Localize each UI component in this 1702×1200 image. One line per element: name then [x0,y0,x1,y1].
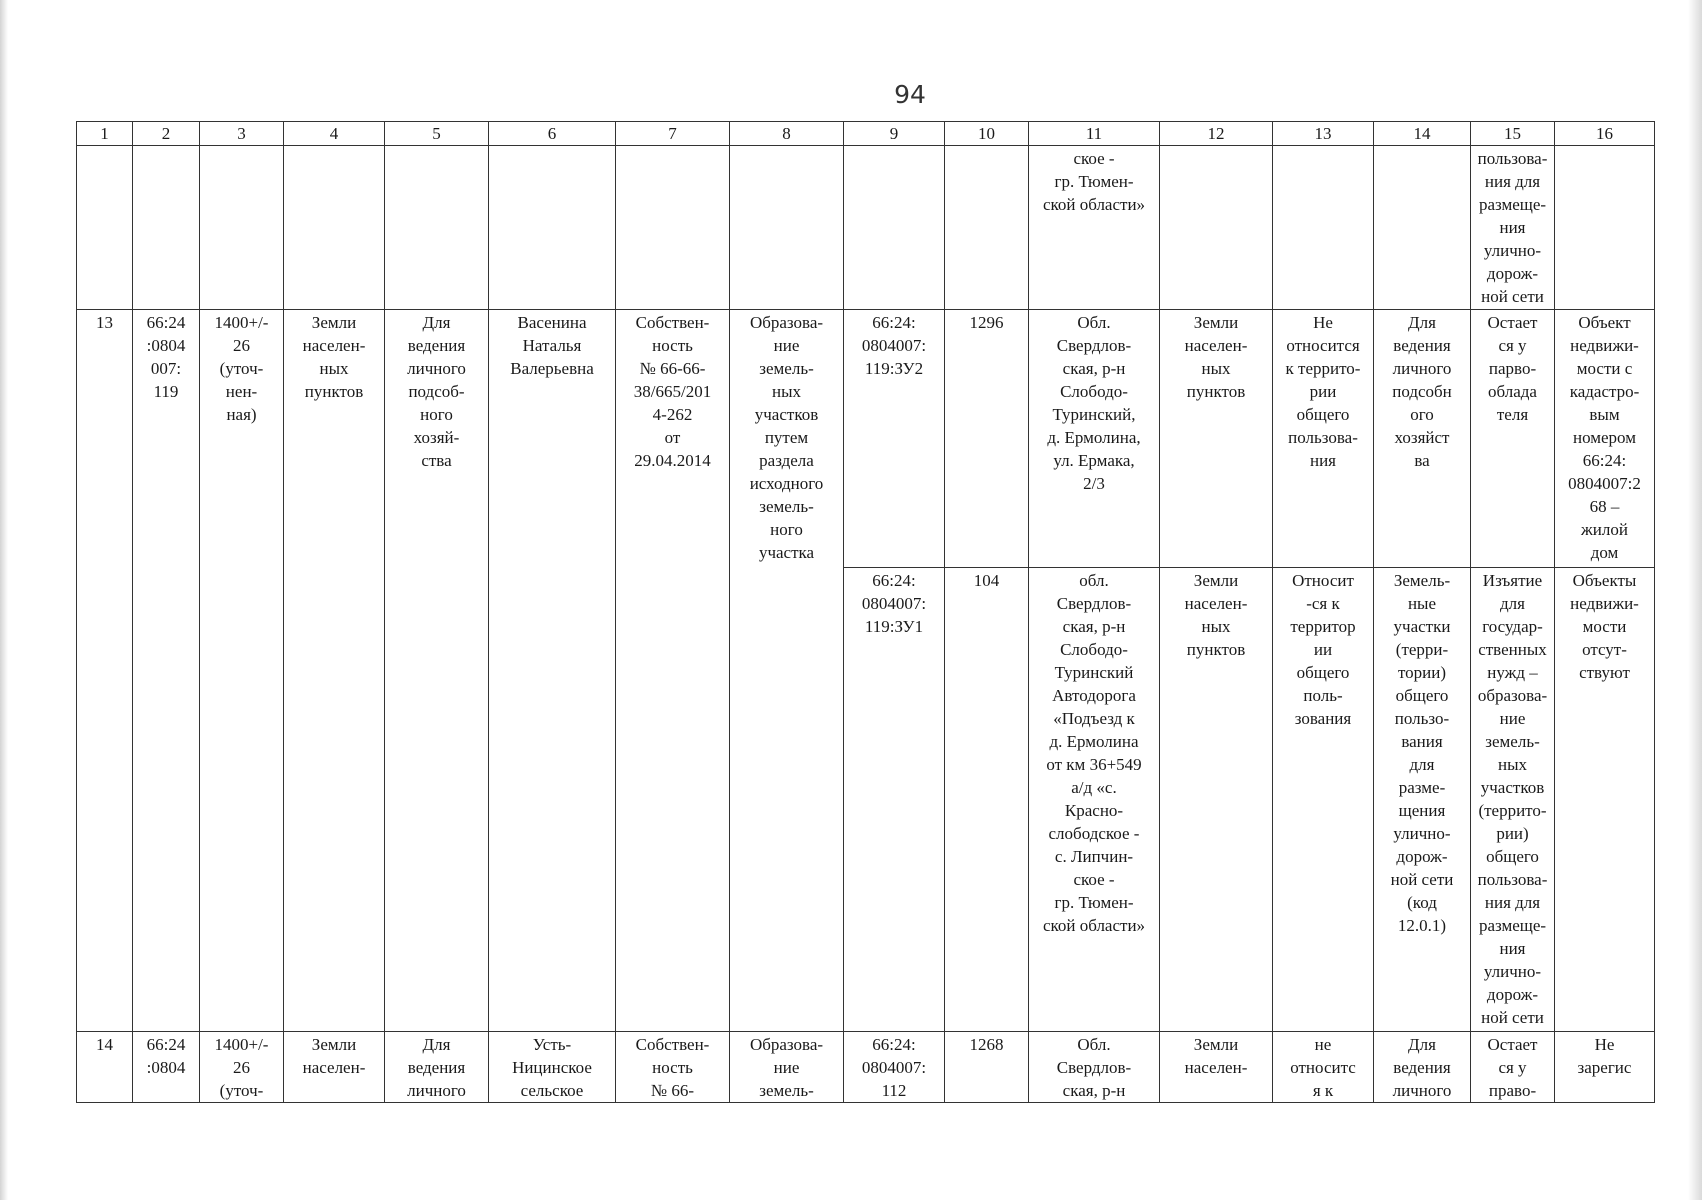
land-category-cell: Земли населен- ных пунктов [284,310,385,1032]
row-13a [77,310,1655,568]
territory-cell: Относит -ся к территор ии общего поль- зования [1273,568,1374,1032]
scan-edge-left [0,0,8,1200]
cell [200,146,284,310]
real-estate-cell: Объекты недвижи- мости отсут- ствуют [1555,568,1655,1032]
action-cell: Изъятие для государ- ственных нужд – образова- ние земель- ных участков (террито- рии) общего пользова- ния для размеще- ния улично- дорож- ной сети [1471,568,1555,1032]
owner-cell: Усть- Ницинское сельское [489,1032,616,1103]
new-plot-area-cell: 1268 [945,1032,1029,1103]
land-category-cell: Земли населен- ных пунктов [1160,310,1273,568]
address-cell: Обл. Свердлов- ская, р-н Слободо- Туринский, д. Ермолина, ул. Ермака, 2/3 [1029,310,1160,568]
land-category-cell: Земли населен- [1160,1032,1273,1103]
cell [1273,146,1374,310]
land-category-cell: Земли населен- [284,1032,385,1103]
action-cell: пользова- ния для размеще- ния улично- дорож- ной сети [1471,146,1555,310]
address-cell: Обл. Свердлов- ская, р-н [1029,1032,1160,1103]
permitted-use-cell: Земель- ные участки (терри- тории) общего пользо- вания для разме- щения улично- дорож- ной сети (код 12.0.1) [1374,568,1471,1032]
territory-cell: не относитс я к [1273,1032,1374,1103]
action-cell: Остает ся у парво- облада теля [1471,310,1555,568]
col-number: 15 [1471,122,1555,146]
col-number: 6 [489,122,616,146]
cell [385,146,489,310]
column-number-row [77,122,1655,146]
cell [77,146,133,310]
cell [616,146,730,310]
col-number: 1 [77,122,133,146]
col-number: 5 [385,122,489,146]
cell [1374,146,1471,310]
row-14 [77,1032,1655,1103]
col-number: 13 [1273,122,1374,146]
address-cell: обл. Свердлов- ская, р-н Слободо- Туринский Автодорога «Подъезд к д. Ермолина от км 36+549 а/д «с. Красно- слободское - с. Липчин- ское - гр. Тюмен- ской области» [1029,568,1160,1032]
right-cell: Собствен- ность № 66- [616,1032,730,1103]
cadastral-number-cell: 66:24 :0804 [133,1032,200,1103]
permitted-use-cell: Для ведения личного подсобн ого хозяйст ва [1374,310,1471,568]
cell [1160,146,1273,310]
cell [730,146,844,310]
col-number: 7 [616,122,730,146]
col-number: 11 [1029,122,1160,146]
col-number: 2 [133,122,200,146]
new-plot-area-cell: 1296 [945,310,1029,568]
new-plot-number-cell: 66:24: 0804007: 119:ЗУ2 [844,310,945,568]
action-cell: Остает ся у право- [1471,1032,1555,1103]
col-number: 10 [945,122,1029,146]
area-cell: 1400+/- 26 (уточ- нен- ная) [200,310,284,1032]
cell [489,146,616,310]
page-number: 94 [894,80,926,109]
real-estate-cell: Объект недвижи- мости с кадастро- вым номером 66:24: 0804007:2 68 – жилой дом [1555,310,1655,568]
area-cell: 1400+/- 26 (уточ- [200,1032,284,1103]
land-plots-table [76,121,1655,1103]
col-number: 14 [1374,122,1471,146]
col-number: 4 [284,122,385,146]
col-number: 3 [200,122,284,146]
permitted-use-cell: Для ведения личного [1374,1032,1471,1103]
permitted-use-cell: Для ведения личного [385,1032,489,1103]
territory-cell: Не относится к террито- рии общего пользова- ния [1273,310,1374,568]
cadastral-number-cell: 66:24 :0804 007: 119 [133,310,200,1032]
cell [844,146,945,310]
new-plot-number-cell: 66:24: 0804007: 119:ЗУ1 [844,568,945,1032]
cell [1555,146,1655,310]
col-number: 8 [730,122,844,146]
right-cell: Собствен- ность № 66-66- 38/665/201 4-262 от 29.04.2014 [616,310,730,1032]
permitted-use-cell: Для ведения личного подсоб- ного хозяй- ства [385,310,489,1032]
cell [133,146,200,310]
scan-edge-right [1688,0,1702,1200]
col-number: 12 [1160,122,1273,146]
new-plot-number-cell: 66:24: 0804007: 112 [844,1032,945,1103]
cell [284,146,385,310]
new-plot-area-cell: 104 [945,568,1029,1032]
col-number: 9 [844,122,945,146]
real-estate-cell: Не зарегис [1555,1032,1655,1103]
method-cell: Образова- ние земель- [730,1032,844,1103]
land-category-cell: Земли населен- ных пунктов [1160,568,1273,1032]
row-number-cell: 13 [77,310,133,1032]
continuation-row [77,146,1655,310]
row-number-cell: 14 [77,1032,133,1103]
col-number: 16 [1555,122,1655,146]
owner-cell: Васенина Наталья Валерьевна [489,310,616,1032]
address-cell: ское - гр. Тюмен- ской области» [1029,146,1160,310]
cell [945,146,1029,310]
method-cell: Образова- ние земель- ных участков путем раздела исходного земель- ного участка [730,310,844,1032]
